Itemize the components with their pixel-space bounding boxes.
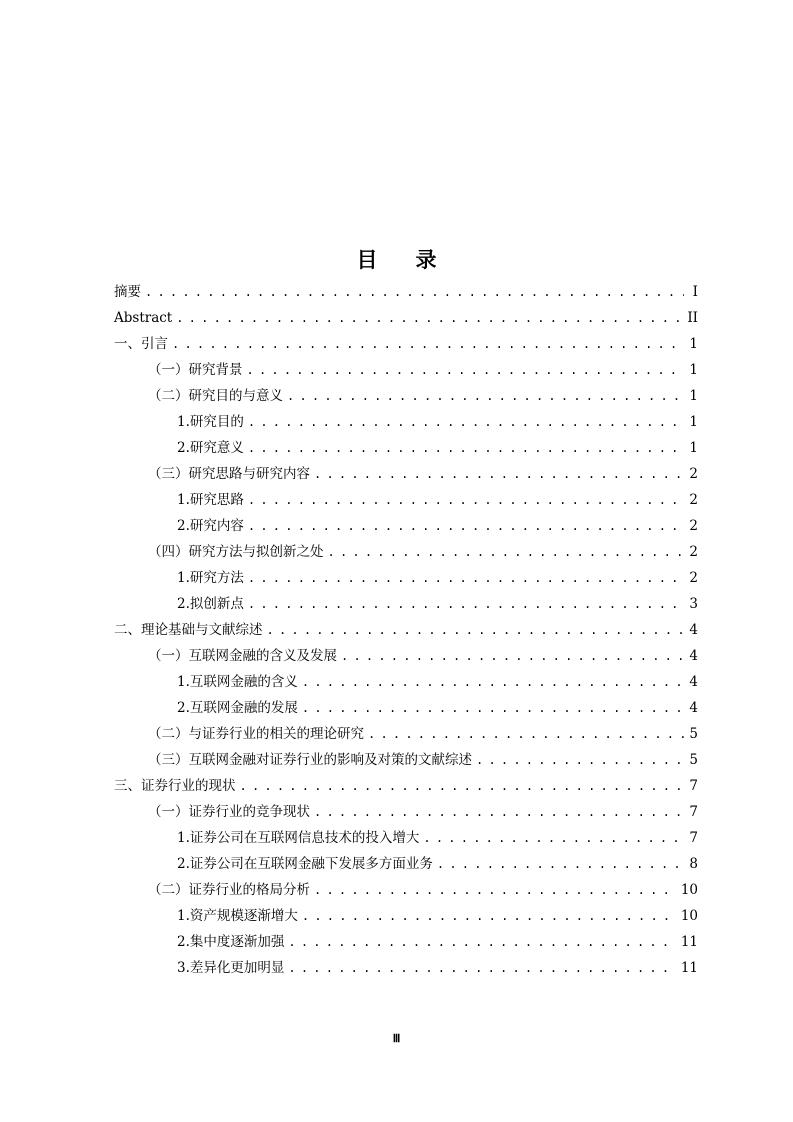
toc-entry-label: 1.研究思路 (177, 492, 244, 508)
toc-entry-label: （二）研究目的与意义 (148, 388, 283, 404)
toc-entry-page: 5 (689, 726, 698, 742)
toc-entry[interactable] (114, 877, 698, 903)
toc-entry-label: （一）互联网金融的含义及发展 (148, 648, 337, 664)
dot-leader (172, 331, 684, 357)
dot-leader (302, 695, 684, 721)
toc-entry[interactable] (114, 591, 698, 617)
dot-leader (302, 669, 684, 695)
toc-entry-label: 三、证券行业的现状 (114, 778, 236, 794)
dot-leader (423, 825, 684, 851)
toc-entry-page: 1 (689, 362, 698, 378)
dot-leader (288, 929, 676, 955)
toc-entry-page: 8 (689, 856, 698, 872)
toc-entry-label: 1.互联网金融的含义 (177, 674, 298, 690)
toc-entry-page: 3 (689, 596, 698, 612)
toc-entry[interactable] (114, 435, 698, 461)
toc-entry-label: 2.互联网金融的发展 (177, 700, 298, 716)
toc-entry-label: 1.证券公司在互联网信息技术的投入增大 (177, 830, 420, 846)
toc-entry-label: 二、理论基础与文献综述 (114, 622, 263, 638)
toc-entry-page: 4 (689, 648, 698, 664)
dot-leader (248, 409, 684, 435)
toc-entry-label: Abstract (114, 310, 173, 326)
toc-entry-page: 11 (680, 960, 698, 976)
dot-leader (248, 435, 684, 461)
toc-entry-label: 一、引言 (114, 336, 168, 352)
toc-entry[interactable] (114, 903, 698, 929)
dot-leader (437, 851, 684, 877)
toc-entry-label: （三）互联网金融对证券行业的影响及对策的文献综述 (148, 752, 472, 768)
dot-leader (248, 565, 684, 591)
dot-leader (247, 357, 685, 383)
toc-entry[interactable] (114, 409, 698, 435)
toc-entry-label: 2.研究意义 (177, 440, 244, 456)
page-number: Ⅲ (392, 1033, 401, 1045)
toc-entry[interactable] (114, 357, 698, 383)
toc-entry-page: 2 (689, 466, 698, 482)
toc-entry[interactable] (114, 513, 698, 539)
toc-entry-page: 7 (689, 804, 698, 820)
dot-leader (248, 513, 684, 539)
dot-leader (248, 591, 684, 617)
toc-entry[interactable] (114, 669, 698, 695)
dot-leader (176, 305, 683, 331)
dot-leader (314, 877, 677, 903)
dot-leader (302, 903, 677, 929)
toc-entry-label: 2.证券公司在互联网金融下发展多方面业务 (177, 856, 433, 872)
toc-entry-page: 11 (680, 934, 698, 950)
toc-entry[interactable] (114, 331, 698, 357)
dot-leader (341, 643, 684, 669)
toc-entry[interactable] (114, 279, 698, 305)
toc-entry-label: 1.研究方法 (177, 570, 244, 586)
toc-entry[interactable] (114, 305, 698, 331)
toc-entry[interactable] (114, 461, 698, 487)
toc-entry-label: 摘要 (114, 284, 141, 300)
toc-entry-label: （一）证券行业的竞争现状 (148, 804, 310, 820)
dot-leader (248, 487, 684, 513)
toc-entry-page: I (692, 284, 698, 300)
toc-entry-page: 5 (689, 752, 698, 768)
toc-entry-label: 3.差异化更加明显 (177, 960, 285, 976)
toc-entry-page: 1 (689, 414, 698, 430)
page-title: 目录 (356, 248, 475, 272)
toc-entry-page: 10 (680, 882, 698, 898)
toc-entry-label: 1.研究目的 (177, 414, 244, 430)
dot-leader (240, 773, 685, 799)
toc-entry-label: 2.研究内容 (177, 518, 244, 534)
toc-entry[interactable] (114, 955, 698, 981)
toc-entry-label: （一）研究背景 (148, 362, 243, 378)
dot-leader (314, 461, 684, 487)
toc-entry-page: 10 (680, 908, 698, 924)
dot-leader (314, 799, 684, 825)
toc-entry-page: 7 (689, 778, 698, 794)
toc-entry[interactable] (114, 799, 698, 825)
toc-entry[interactable] (114, 565, 698, 591)
dot-leader (267, 617, 685, 643)
toc-entry-label: （二）证券行业的格局分析 (148, 882, 310, 898)
toc-entry-label: （三）研究思路与研究内容 (148, 466, 310, 482)
dot-leader (476, 747, 684, 773)
toc-entry-label: 2.拟创新点 (177, 596, 244, 612)
toc-entry-page: 4 (689, 622, 698, 638)
toc-entry-page: 2 (689, 544, 698, 560)
toc-entry[interactable] (114, 643, 698, 669)
toc-entry-page: 2 (689, 570, 698, 586)
toc-entry[interactable] (114, 695, 698, 721)
toc-entry-label: （二）与证券行业的相关的理论研究 (148, 726, 364, 742)
table-of-contents (114, 279, 698, 981)
toc-entry-page: 7 (689, 830, 698, 846)
toc-entry-label: （四）研究方法与拟创新之处 (148, 544, 324, 560)
toc-entry[interactable] (114, 773, 698, 799)
toc-entry[interactable] (114, 617, 698, 643)
toc-entry[interactable] (114, 539, 698, 565)
dot-leader (368, 721, 684, 747)
dot-leader (328, 539, 685, 565)
toc-entry-page: 1 (689, 388, 698, 404)
toc-entry[interactable] (114, 487, 698, 513)
toc-entry-label: 1.资产规模逐渐增大 (177, 908, 298, 924)
toc-entry-label: 2.集中度逐渐加强 (177, 934, 285, 950)
toc-entry-page: 1 (689, 440, 698, 456)
toc-entry[interactable] (114, 747, 698, 773)
toc-entry-page: 2 (689, 518, 698, 534)
toc-entry[interactable] (114, 721, 698, 747)
toc-entry-page: 4 (689, 674, 698, 690)
toc-entry-page: II (687, 310, 698, 326)
toc-entry-page: 2 (689, 492, 698, 508)
toc-entry[interactable] (114, 929, 698, 955)
toc-entry-page: 1 (689, 336, 698, 352)
dot-leader (287, 383, 684, 409)
dot-leader (288, 955, 676, 981)
toc-entry[interactable] (114, 851, 698, 877)
dot-leader (145, 279, 684, 305)
toc-entry[interactable] (114, 383, 698, 409)
toc-entry[interactable] (114, 825, 698, 851)
toc-entry-page: 4 (689, 700, 698, 716)
